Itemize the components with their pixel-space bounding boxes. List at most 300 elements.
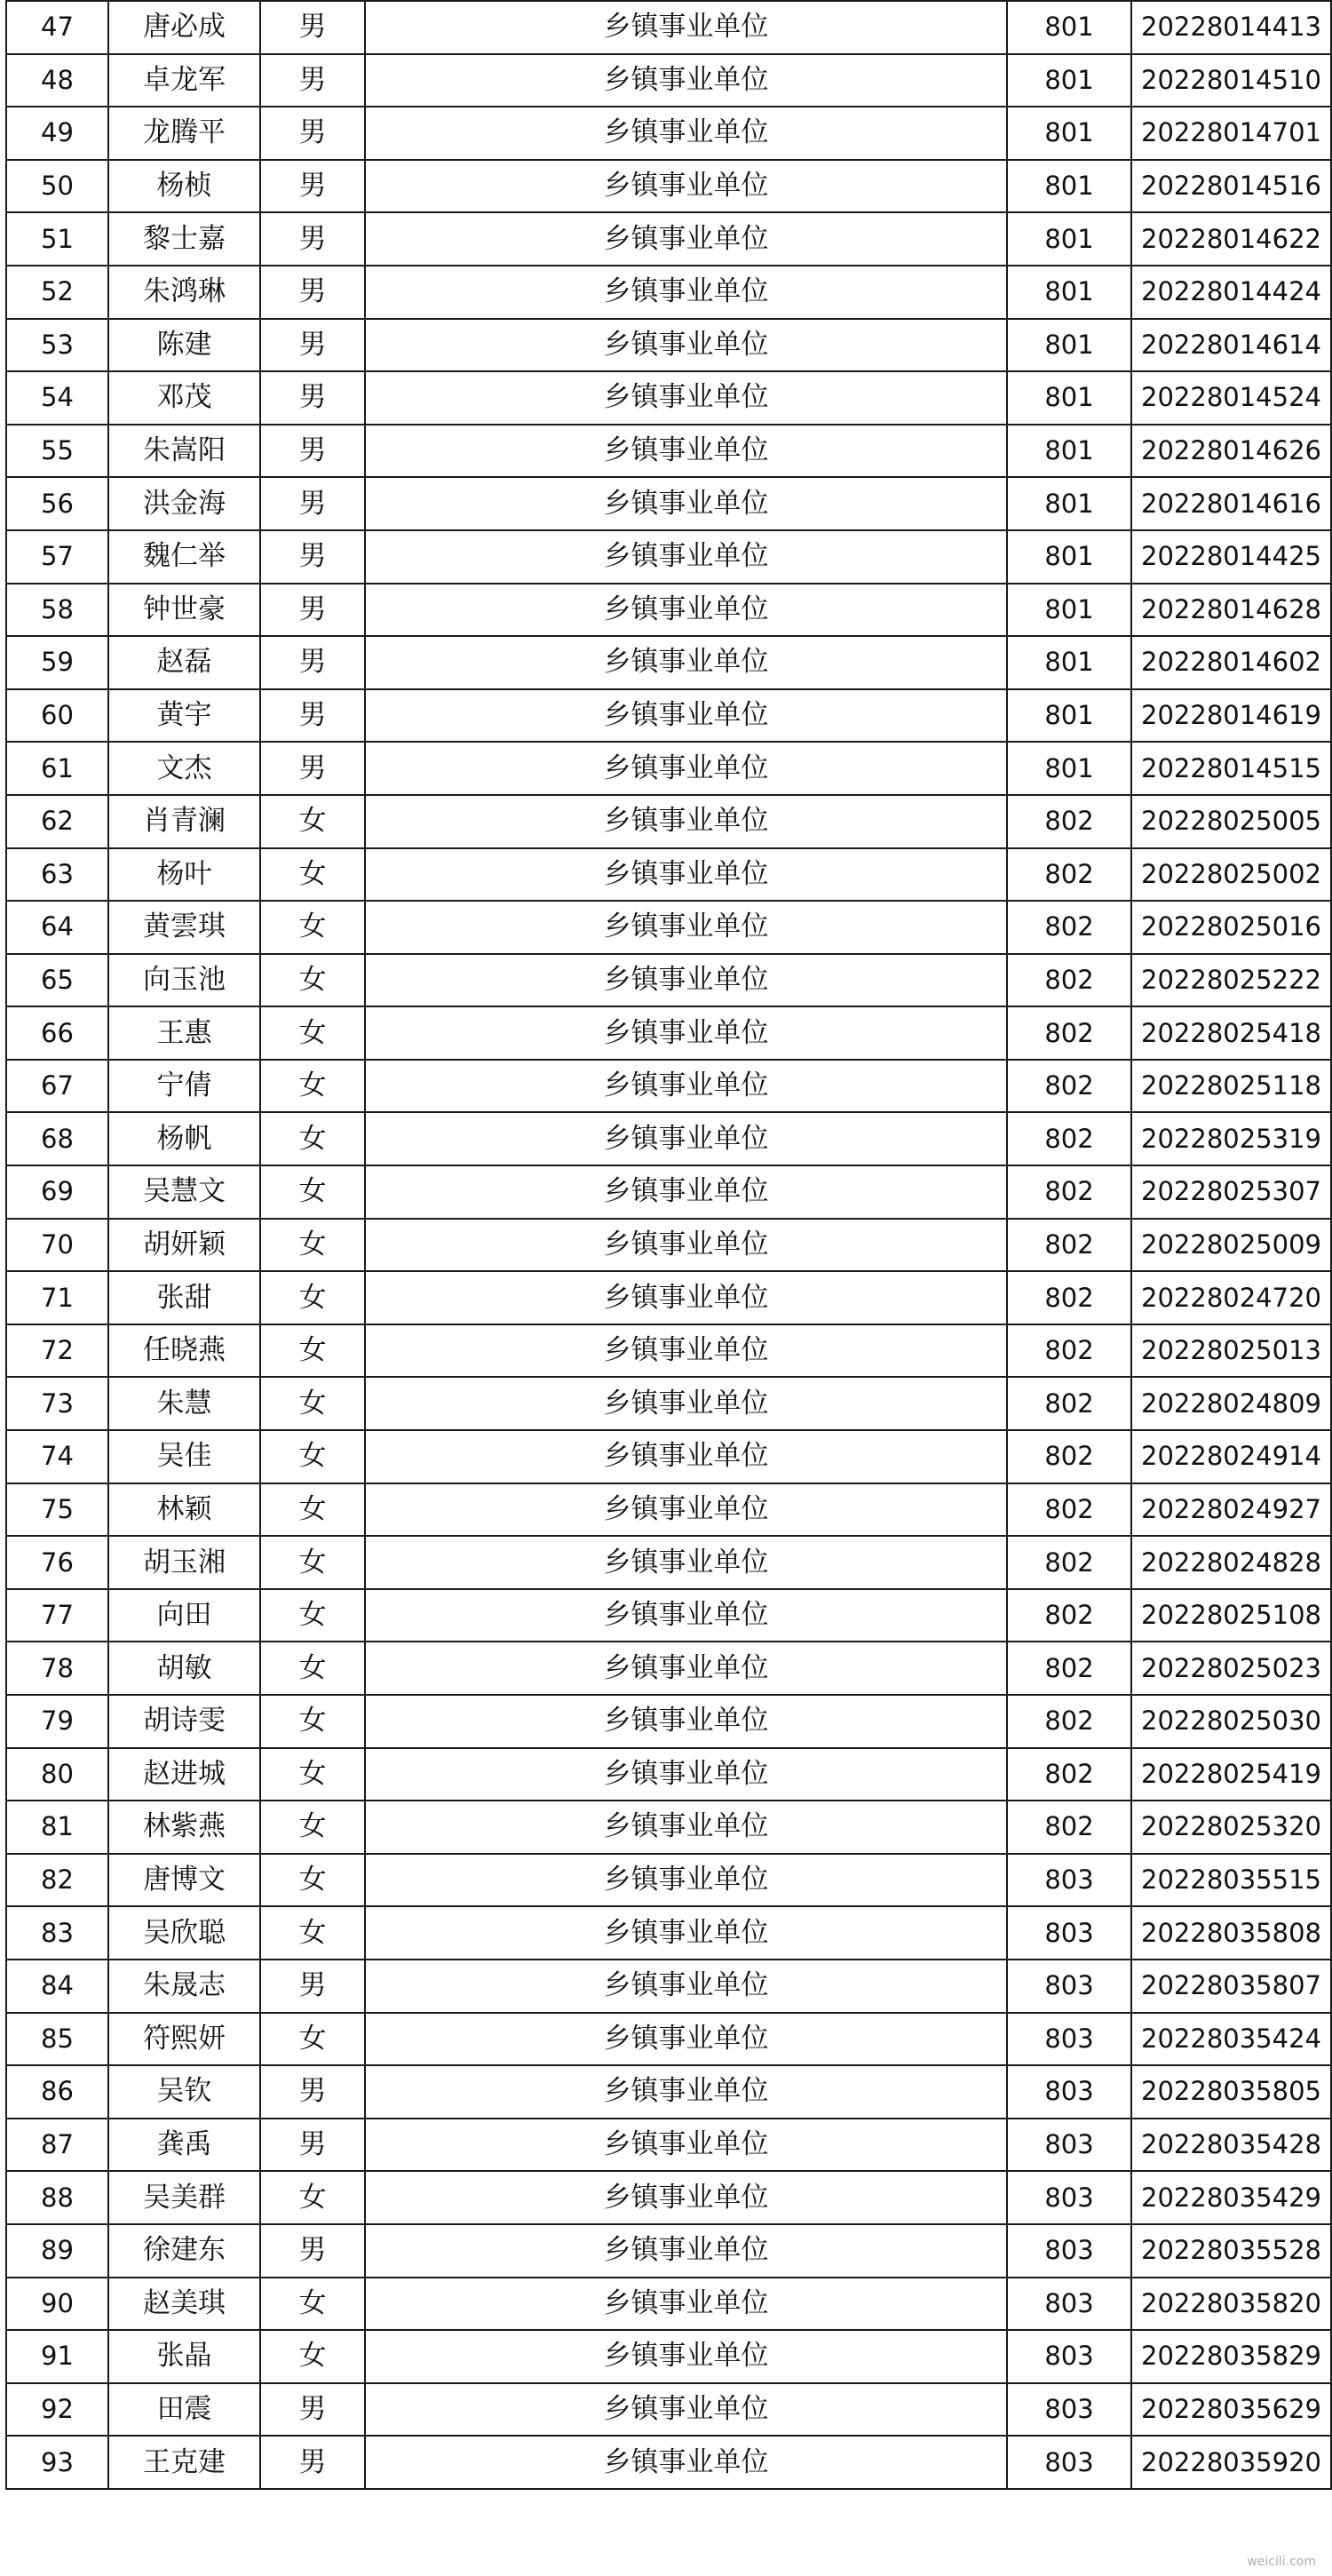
position-code-cell: 802 <box>1007 1642 1131 1695</box>
position-code-cell: 803 <box>1007 2383 1131 2437</box>
row-number-cell: 76 <box>6 1536 108 1589</box>
row-number-cell: 62 <box>6 795 108 848</box>
gender-cell: 女 <box>260 1219 365 1272</box>
gender-cell: 男 <box>260 107 365 160</box>
name-cell: 任晓燕 <box>108 1324 260 1378</box>
unit-cell: 乡镇事业单位 <box>365 1165 1007 1219</box>
table-row <box>6 1324 1331 1378</box>
ticket-number-cell: 20228014425 <box>1131 530 1331 584</box>
table-row <box>6 2436 1331 2489</box>
row-number-cell: 55 <box>6 425 108 478</box>
ticket-number-cell: 20228025023 <box>1131 1642 1331 1695</box>
position-code-cell: 801 <box>1007 477 1131 530</box>
name-cell: 龚禹 <box>108 2119 260 2172</box>
row-number-cell: 66 <box>6 1006 108 1060</box>
ticket-number-cell: 20228024720 <box>1131 1271 1331 1324</box>
name-cell: 黄雲琪 <box>108 901 260 954</box>
position-code-cell: 802 <box>1007 1006 1131 1060</box>
unit-cell: 乡镇事业单位 <box>365 2013 1007 2066</box>
unit-cell: 乡镇事业单位 <box>365 2436 1007 2489</box>
gender-cell: 女 <box>260 1430 365 1483</box>
row-number-cell: 87 <box>6 2119 108 2172</box>
unit-cell: 乡镇事业单位 <box>365 1324 1007 1378</box>
gender-cell: 女 <box>260 1112 365 1165</box>
position-code-cell: 803 <box>1007 2224 1131 2278</box>
row-number-cell: 53 <box>6 319 108 372</box>
position-code-cell: 801 <box>1007 636 1131 689</box>
position-code-cell: 803 <box>1007 2065 1131 2119</box>
position-code-cell: 803 <box>1007 1960 1131 2013</box>
ticket-number-cell: 20228024914 <box>1131 1430 1331 1483</box>
gender-cell: 男 <box>260 1 365 54</box>
name-cell: 朱慧 <box>108 1377 260 1430</box>
gender-cell: 男 <box>260 584 365 637</box>
table-row <box>6 742 1331 795</box>
position-code-cell: 802 <box>1007 1536 1131 1589</box>
name-cell: 王惠 <box>108 1006 260 1060</box>
gender-cell: 女 <box>260 901 365 954</box>
unit-cell: 乡镇事业单位 <box>365 1060 1007 1113</box>
row-number-cell: 70 <box>6 1219 108 1272</box>
position-code-cell: 802 <box>1007 1324 1131 1378</box>
position-code-cell: 801 <box>1007 371 1131 425</box>
row-number-cell: 50 <box>6 160 108 213</box>
position-code-cell: 802 <box>1007 1748 1131 1801</box>
table-row <box>6 584 1331 637</box>
row-number-cell: 51 <box>6 212 108 266</box>
position-code-cell: 801 <box>1007 584 1131 637</box>
ticket-number-cell: 20228035820 <box>1131 2278 1331 2331</box>
row-number-cell: 90 <box>6 2278 108 2331</box>
ticket-number-cell: 20228035515 <box>1131 1854 1331 1907</box>
position-code-cell: 801 <box>1007 160 1131 213</box>
gender-cell: 男 <box>260 319 365 372</box>
ticket-number-cell: 20228035424 <box>1131 2013 1331 2066</box>
table-row <box>6 795 1331 848</box>
unit-cell: 乡镇事业单位 <box>365 2278 1007 2331</box>
unit-cell: 乡镇事业单位 <box>365 1219 1007 1272</box>
unit-cell: 乡镇事业单位 <box>365 160 1007 213</box>
ticket-number-cell: 20228014413 <box>1131 1 1331 54</box>
name-cell: 胡敏 <box>108 1642 260 1695</box>
table-row <box>6 1165 1331 1219</box>
table-row <box>6 1801 1331 1854</box>
table-row <box>6 107 1331 160</box>
name-cell: 林颖 <box>108 1483 260 1537</box>
table-row <box>6 54 1331 107</box>
ticket-number-cell: 20228014622 <box>1131 212 1331 266</box>
ticket-number-cell: 20228024809 <box>1131 1377 1331 1430</box>
table-row <box>6 1960 1331 2013</box>
table-row <box>6 530 1331 584</box>
row-number-cell: 71 <box>6 1271 108 1324</box>
table-row <box>6 1695 1331 1748</box>
table-row <box>6 901 1331 954</box>
name-cell: 赵磊 <box>108 636 260 689</box>
gender-cell: 女 <box>260 1589 365 1642</box>
row-number-cell: 56 <box>6 477 108 530</box>
table-row <box>6 2171 1331 2224</box>
position-code-cell: 801 <box>1007 212 1131 266</box>
name-cell: 徐建东 <box>108 2224 260 2278</box>
gender-cell: 男 <box>260 636 365 689</box>
gender-cell: 男 <box>260 266 365 319</box>
gender-cell: 男 <box>260 212 365 266</box>
table-row <box>6 1906 1331 1960</box>
gender-cell: 女 <box>260 848 365 902</box>
gender-cell: 女 <box>260 1748 365 1801</box>
ticket-number-cell: 20228014626 <box>1131 425 1331 478</box>
name-cell: 张甜 <box>108 1271 260 1324</box>
row-number-cell: 68 <box>6 1112 108 1165</box>
gender-cell: 女 <box>260 1165 365 1219</box>
row-number-cell: 48 <box>6 54 108 107</box>
ticket-number-cell: 20228035808 <box>1131 1906 1331 1960</box>
row-number-cell: 86 <box>6 2065 108 2119</box>
candidate-table-body <box>6 1 1331 2489</box>
gender-cell: 男 <box>260 425 365 478</box>
unit-cell: 乡镇事业单位 <box>365 1271 1007 1324</box>
gender-cell: 女 <box>260 1377 365 1430</box>
table-row <box>6 371 1331 425</box>
gender-cell: 男 <box>260 2119 365 2172</box>
gender-cell: 女 <box>260 1483 365 1537</box>
unit-cell: 乡镇事业单位 <box>365 1854 1007 1907</box>
unit-cell: 乡镇事业单位 <box>365 2119 1007 2172</box>
name-cell: 朱鸿琳 <box>108 266 260 319</box>
unit-cell: 乡镇事业单位 <box>365 2171 1007 2224</box>
ticket-number-cell: 20228014602 <box>1131 636 1331 689</box>
row-number-cell: 49 <box>6 107 108 160</box>
row-number-cell: 65 <box>6 954 108 1007</box>
row-number-cell: 64 <box>6 901 108 954</box>
unit-cell: 乡镇事业单位 <box>365 54 1007 107</box>
unit-cell: 乡镇事业单位 <box>365 2330 1007 2383</box>
unit-cell: 乡镇事业单位 <box>365 689 1007 743</box>
table-row <box>6 2278 1331 2331</box>
name-cell: 钟世豪 <box>108 584 260 637</box>
gender-cell: 女 <box>260 2013 365 2066</box>
ticket-number-cell: 20228025009 <box>1131 1219 1331 1272</box>
unit-cell: 乡镇事业单位 <box>365 2383 1007 2437</box>
position-code-cell: 801 <box>1007 425 1131 478</box>
unit-cell: 乡镇事业单位 <box>365 1006 1007 1060</box>
row-number-cell: 59 <box>6 636 108 689</box>
unit-cell: 乡镇事业单位 <box>365 1642 1007 1695</box>
row-number-cell: 88 <box>6 2171 108 2224</box>
ticket-number-cell: 20228025222 <box>1131 954 1331 1007</box>
name-cell: 吴欣聪 <box>108 1906 260 1960</box>
name-cell: 洪金海 <box>108 477 260 530</box>
position-code-cell: 801 <box>1007 1 1131 54</box>
gender-cell: 男 <box>260 742 365 795</box>
table-row <box>6 1006 1331 1060</box>
row-number-cell: 57 <box>6 530 108 584</box>
row-number-cell: 81 <box>6 1801 108 1854</box>
unit-cell: 乡镇事业单位 <box>365 1483 1007 1537</box>
table-row <box>6 477 1331 530</box>
row-number-cell: 89 <box>6 2224 108 2278</box>
position-code-cell: 803 <box>1007 2436 1131 2489</box>
name-cell: 文杰 <box>108 742 260 795</box>
unit-cell: 乡镇事业单位 <box>365 212 1007 266</box>
position-code-cell: 801 <box>1007 742 1131 795</box>
unit-cell: 乡镇事业单位 <box>365 584 1007 637</box>
name-cell: 杨叶 <box>108 848 260 902</box>
row-number-cell: 83 <box>6 1906 108 1960</box>
row-number-cell: 61 <box>6 742 108 795</box>
gender-cell: 女 <box>260 954 365 1007</box>
row-number-cell: 47 <box>6 1 108 54</box>
ticket-number-cell: 20228025030 <box>1131 1695 1331 1748</box>
gender-cell: 女 <box>260 1271 365 1324</box>
table-row <box>6 2013 1331 2066</box>
table-row <box>6 2065 1331 2119</box>
ticket-number-cell: 20228014516 <box>1131 160 1331 213</box>
position-code-cell: 802 <box>1007 1271 1131 1324</box>
row-number-cell: 54 <box>6 371 108 425</box>
name-cell: 胡玉湘 <box>108 1536 260 1589</box>
row-number-cell: 69 <box>6 1165 108 1219</box>
position-code-cell: 803 <box>1007 2013 1131 2066</box>
unit-cell: 乡镇事业单位 <box>365 1377 1007 1430</box>
ticket-number-cell: 20228025419 <box>1131 1748 1331 1801</box>
gender-cell: 男 <box>260 477 365 530</box>
gender-cell: 女 <box>260 1906 365 1960</box>
gender-cell: 女 <box>260 2171 365 2224</box>
table-row <box>6 1642 1331 1695</box>
gender-cell: 女 <box>260 1060 365 1113</box>
position-code-cell: 803 <box>1007 2278 1131 2331</box>
gender-cell: 女 <box>260 1642 365 1695</box>
name-cell: 黄宇 <box>108 689 260 743</box>
row-number-cell: 52 <box>6 266 108 319</box>
position-code-cell: 802 <box>1007 1695 1131 1748</box>
gender-cell: 女 <box>260 1536 365 1589</box>
ticket-number-cell: 20228014619 <box>1131 689 1331 743</box>
name-cell: 林紫燕 <box>108 1801 260 1854</box>
row-number-cell: 72 <box>6 1324 108 1378</box>
unit-cell: 乡镇事业单位 <box>365 795 1007 848</box>
table-row <box>6 2383 1331 2437</box>
gender-cell: 男 <box>260 54 365 107</box>
row-number-cell: 78 <box>6 1642 108 1695</box>
position-code-cell: 802 <box>1007 954 1131 1007</box>
table-row <box>6 1377 1331 1430</box>
ticket-number-cell: 20228025118 <box>1131 1060 1331 1113</box>
name-cell: 吴慧文 <box>108 1165 260 1219</box>
ticket-number-cell: 20228014616 <box>1131 477 1331 530</box>
unit-cell: 乡镇事业单位 <box>365 477 1007 530</box>
position-code-cell: 802 <box>1007 1112 1131 1165</box>
unit-cell: 乡镇事业单位 <box>365 742 1007 795</box>
ticket-number-cell: 20228035528 <box>1131 2224 1331 2278</box>
unit-cell: 乡镇事业单位 <box>365 1695 1007 1748</box>
gender-cell: 男 <box>260 1960 365 2013</box>
ticket-number-cell: 20228025013 <box>1131 1324 1331 1378</box>
gender-cell: 男 <box>260 689 365 743</box>
unit-cell: 乡镇事业单位 <box>365 1748 1007 1801</box>
table-row <box>6 425 1331 478</box>
row-number-cell: 85 <box>6 2013 108 2066</box>
gender-cell: 女 <box>260 1695 365 1748</box>
gender-cell: 女 <box>260 795 365 848</box>
position-code-cell: 801 <box>1007 689 1131 743</box>
table-row <box>6 1219 1331 1272</box>
name-cell: 田震 <box>108 2383 260 2437</box>
ticket-number-cell: 20228035920 <box>1131 2436 1331 2489</box>
table-row <box>6 1 1331 54</box>
table-row <box>6 1430 1331 1483</box>
roster-sheet <box>5 0 1330 2490</box>
table-row <box>6 2119 1331 2172</box>
unit-cell: 乡镇事业单位 <box>365 2065 1007 2119</box>
table-row <box>6 636 1331 689</box>
position-code-cell: 803 <box>1007 1854 1131 1907</box>
ticket-number-cell: 20228035807 <box>1131 1960 1331 2013</box>
table-row <box>6 1483 1331 1537</box>
gender-cell: 男 <box>260 160 365 213</box>
row-number-cell: 74 <box>6 1430 108 1483</box>
unit-cell: 乡镇事业单位 <box>365 107 1007 160</box>
unit-cell: 乡镇事业单位 <box>365 1536 1007 1589</box>
table-row <box>6 1589 1331 1642</box>
unit-cell: 乡镇事业单位 <box>365 2224 1007 2278</box>
ticket-number-cell: 20228024927 <box>1131 1483 1331 1537</box>
unit-cell: 乡镇事业单位 <box>365 1589 1007 1642</box>
position-code-cell: 801 <box>1007 107 1131 160</box>
row-number-cell: 58 <box>6 584 108 637</box>
unit-cell: 乡镇事业单位 <box>365 371 1007 425</box>
position-code-cell: 802 <box>1007 848 1131 902</box>
name-cell: 王克建 <box>108 2436 260 2489</box>
ticket-number-cell: 20228025319 <box>1131 1112 1331 1165</box>
table-row <box>6 954 1331 1007</box>
ticket-number-cell: 20228035629 <box>1131 2383 1331 2437</box>
unit-cell: 乡镇事业单位 <box>365 1112 1007 1165</box>
gender-cell: 男 <box>260 2224 365 2278</box>
unit-cell: 乡镇事业单位 <box>365 954 1007 1007</box>
ticket-number-cell: 20228025016 <box>1131 901 1331 954</box>
name-cell: 朱嵩阳 <box>108 425 260 478</box>
table-row <box>6 1854 1331 1907</box>
ticket-number-cell: 20228025418 <box>1131 1006 1331 1060</box>
name-cell: 符熙妍 <box>108 2013 260 2066</box>
position-code-cell: 803 <box>1007 1906 1131 1960</box>
position-code-cell: 802 <box>1007 1589 1131 1642</box>
row-number-cell: 92 <box>6 2383 108 2437</box>
name-cell: 杨帆 <box>108 1112 260 1165</box>
position-code-cell: 801 <box>1007 530 1131 584</box>
position-code-cell: 802 <box>1007 1060 1131 1113</box>
ticket-number-cell: 20228025005 <box>1131 795 1331 848</box>
name-cell: 胡妍颖 <box>108 1219 260 1272</box>
gender-cell: 男 <box>260 530 365 584</box>
unit-cell: 乡镇事业单位 <box>365 901 1007 954</box>
row-number-cell: 93 <box>6 2436 108 2489</box>
row-number-cell: 79 <box>6 1695 108 1748</box>
unit-cell: 乡镇事业单位 <box>365 425 1007 478</box>
ticket-number-cell: 20228035805 <box>1131 2065 1331 2119</box>
name-cell: 邓茂 <box>108 371 260 425</box>
table-row <box>6 212 1331 266</box>
table-row <box>6 1112 1331 1165</box>
ticket-number-cell: 20228035829 <box>1131 2330 1331 2383</box>
unit-cell: 乡镇事业单位 <box>365 848 1007 902</box>
ticket-number-cell: 20228014628 <box>1131 584 1331 637</box>
unit-cell: 乡镇事业单位 <box>365 530 1007 584</box>
ticket-number-cell: 20228014614 <box>1131 319 1331 372</box>
table-row <box>6 160 1331 213</box>
table-row <box>6 1536 1331 1589</box>
ticket-number-cell: 20228025307 <box>1131 1165 1331 1219</box>
ticket-number-cell: 20228024828 <box>1131 1536 1331 1589</box>
row-number-cell: 80 <box>6 1748 108 1801</box>
ticket-number-cell: 20228035429 <box>1131 2171 1331 2224</box>
row-number-cell: 67 <box>6 1060 108 1113</box>
table-row <box>6 689 1331 743</box>
ticket-number-cell: 20228014515 <box>1131 742 1331 795</box>
table-row <box>6 2330 1331 2383</box>
name-cell: 宁倩 <box>108 1060 260 1113</box>
gender-cell: 女 <box>260 2278 365 2331</box>
table-row <box>6 1271 1331 1324</box>
name-cell: 肖青澜 <box>108 795 260 848</box>
table-row <box>6 2224 1331 2278</box>
name-cell: 陈建 <box>108 319 260 372</box>
name-cell: 赵进城 <box>108 1748 260 1801</box>
unit-cell: 乡镇事业单位 <box>365 1906 1007 1960</box>
gender-cell: 男 <box>260 2383 365 2437</box>
unit-cell: 乡镇事业单位 <box>365 1 1007 54</box>
candidate-table <box>5 0 1332 2490</box>
gender-cell: 男 <box>260 2065 365 2119</box>
name-cell: 吴佳 <box>108 1430 260 1483</box>
gender-cell: 男 <box>260 2436 365 2489</box>
row-number-cell: 73 <box>6 1377 108 1430</box>
name-cell: 杨桢 <box>108 160 260 213</box>
table-row <box>6 1748 1331 1801</box>
position-code-cell: 802 <box>1007 795 1131 848</box>
position-code-cell: 802 <box>1007 1430 1131 1483</box>
unit-cell: 乡镇事业单位 <box>365 266 1007 319</box>
ticket-number-cell: 20228025320 <box>1131 1801 1331 1854</box>
row-number-cell: 63 <box>6 848 108 902</box>
position-code-cell: 802 <box>1007 1377 1131 1430</box>
row-number-cell: 75 <box>6 1483 108 1537</box>
gender-cell: 女 <box>260 1801 365 1854</box>
ticket-number-cell: 20228014524 <box>1131 371 1331 425</box>
position-code-cell: 802 <box>1007 1801 1131 1854</box>
position-code-cell: 803 <box>1007 2330 1131 2383</box>
ticket-number-cell: 20228025108 <box>1131 1589 1331 1642</box>
position-code-cell: 801 <box>1007 266 1131 319</box>
row-number-cell: 60 <box>6 689 108 743</box>
table-row <box>6 848 1331 902</box>
position-code-cell: 802 <box>1007 1165 1131 1219</box>
unit-cell: 乡镇事业单位 <box>365 1430 1007 1483</box>
position-code-cell: 802 <box>1007 1219 1131 1272</box>
name-cell: 黎士嘉 <box>108 212 260 266</box>
name-cell: 向田 <box>108 1589 260 1642</box>
name-cell: 唐必成 <box>108 1 260 54</box>
ticket-number-cell: 20228025002 <box>1131 848 1331 902</box>
gender-cell: 女 <box>260 1006 365 1060</box>
gender-cell: 女 <box>260 2330 365 2383</box>
name-cell: 张晶 <box>108 2330 260 2383</box>
name-cell: 唐博文 <box>108 1854 260 1907</box>
position-code-cell: 803 <box>1007 2171 1131 2224</box>
